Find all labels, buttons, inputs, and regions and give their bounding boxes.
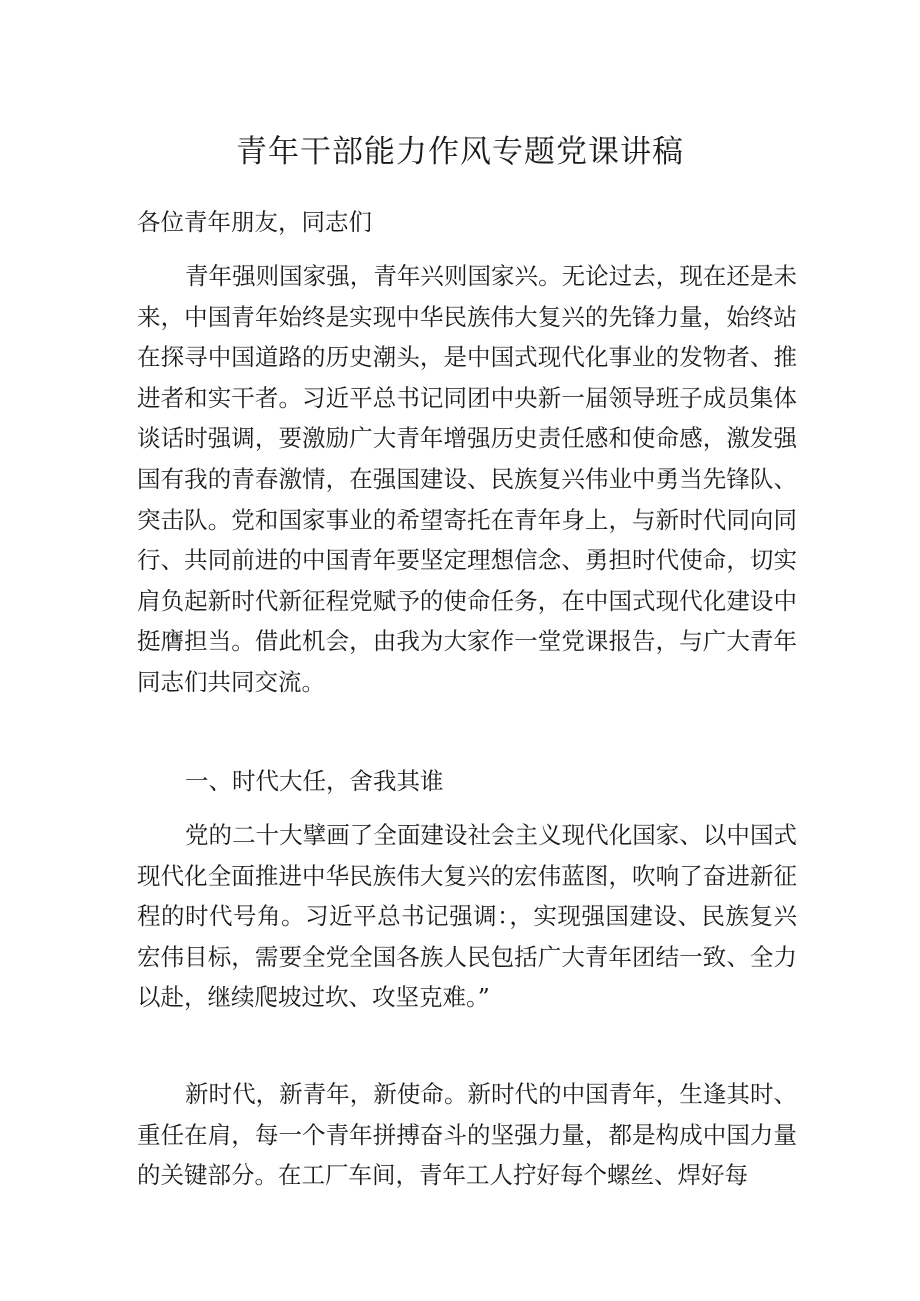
paragraph-2: 党的二十大擘画了全面建设社会主义现代化国家、以中国式现代化全面推进中华民族伟大复兴的宏伟蓝图，吹响了奋进新征程的时代号角。习近平总书记强调：，实现强国建设、民族复兴宏伟目标，需要全党全国各族人民包括广大青年团结一致、全力以赴，继续爬坡过坎、攻坚克难。” [137, 821, 797, 1012]
salutation: 各位青年朋友，同志们 [137, 208, 372, 236]
paragraph-1: 青年强则国家强，青年兴则国家兴。无论过去，现在还是未来，中国青年始终是实现中华民族伟大复兴的先锋力量，始终站在探寻中国道路的历史潮头，是中国式现代化事业的发物者、推进者和实干者。习近平总书记同团中央新一届领导班子成员集体谈话时强调，要激励广大青年增强历史责任感和使命感，激发强国有我的青春激情，在强国建设、民族复兴伟业中勇当先锋队、突击队。党和国家事业的希望寄托在青年身上，与新时代同向同行、共同前进的中国青年要坚定理想信念、勇担时代使命，切实肩负起新时代新征程党赋予的使命任务，在中国式现代化建设中挺膺担当。借此机会，由我为大家作一堂党课报告，与广大青年同志们共同交流。 [137, 262, 797, 696]
section-heading: 一、时代大任，舍我其谁 [185, 767, 444, 795]
paragraph-3: 新时代，新青年，新使命。新时代的中国青年，生逢其时、重任在肩，每一个青年拼搏奋斗的坚强力量，都是构成中国力量的关键部分。在工厂车间，青年工人拧好每个螺丝、焊好每 [137, 1080, 797, 1190]
document-title: 青年干部能力作风专题党课讲稿 [236, 134, 684, 170]
